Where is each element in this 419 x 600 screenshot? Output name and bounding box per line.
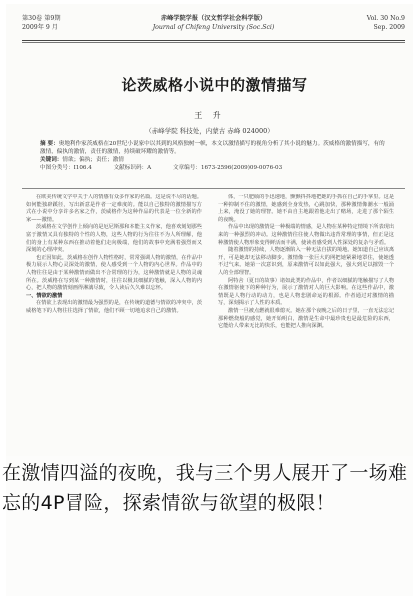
body-paragraph: 随着激情的持续，人物逐渐陷入一种无法自拔的境地。她知道自己应该离开，可是她却无法移动脚步。激情像一张巨大的网把她紧紧地罩住，使她透不过气来。她第一次意识到，原来激情可以如此强大，强大到足以摧毁一个人的全部理智。 xyxy=(218,247,394,276)
document-code: 文献标识码：A xyxy=(113,165,152,171)
abstract-text: 摘 要：奥地利作家茨威格在20世纪小说家中以其到的风格独树一帜，本文以激情描写的视角分析了其小说的魅力。茨威格的激情描写，有的激情，偏执的激情，责任的激情，持续破坏耀的激情等。 xyxy=(40,141,385,155)
abstract-block xyxy=(40,140,389,172)
article-number: 文章编号：1673-2596(2009)09-0076-03 xyxy=(172,165,283,171)
header-rule-thin xyxy=(22,42,405,43)
section-heading: 一、情欲的激情 xyxy=(26,292,63,299)
body-paragraph: 阿特舍（夏日的故事）诸如此类的作品中，作者以细腻的笔触描写了人物在激情驱使下的种种行为，展示了激情对人的巨大影响。在这些作品中，激情既是人物行动的动力，也是人物悲剧命运的根源。作者通过对激情的描写，深刻揭示了人性的本质。 xyxy=(218,277,394,307)
abstract-separator xyxy=(22,188,405,189)
article-author: 王 升 xyxy=(194,111,225,120)
article-title: 论茨威格小说中的激情描写 xyxy=(121,76,308,94)
body-paragraph: 体，一只肥硕的手迅速地，颤颤抖抖地把她的手抓在自己的手掌里。这是一种抑制不住的激情，她感到全身发热，心跳加快，那种激情像潮水一般涌上来，淹没了她的理智。她不由自主地跟着他走出了赌场，走进了那个陌生的夜晚。 xyxy=(218,194,394,223)
volume-issue-en: Vol. 30 No.9 Sep. 2009 xyxy=(366,15,405,31)
classification-row xyxy=(40,164,389,172)
keywords: 关键词：情欲；偏执；责任；激情 xyxy=(40,157,124,163)
body-paragraph: 作品中出现的激情是一种极端的情感，是人物在某种特定情境下所表现出来的一种强烈的冲动。这种激情往往使人物做出违背常理的事情，但正是这种激情使人物形象变得鲜活而丰满，使读者感受到人性深处的复杂与矛盾。 xyxy=(218,224,394,246)
volume-issue: 第30卷 第9期 2009年 9 月 xyxy=(22,15,61,31)
author-affiliation: （赤峰学院 科技处，内蒙古 赤峰 024000） xyxy=(145,127,274,135)
journal-name: 赤峰学院学报（汉文哲学社会科学版） Journal of Chifeng University (Soc.Sci) xyxy=(152,15,275,31)
body-paragraph: 在情欲上表现出的激情最为强烈的是，在传统的道德与情欲的冲突中，茨威格笔下的人物往往选择了情欲，他们不顾一切地追求自己的激情。 xyxy=(26,300,202,314)
body-paragraph: 也正因如此，茨威格在创作人物性格时，常常强调人物的激情，在作品中极力展示人物心灵深处的激情，使人感受到一个人物的内心世界。作品中的人物往往是由于某种激情而做出不合常理的行为，这种激情就是人物的灵魂所在。茨威格在写到某一种激情时，往往以极其细腻的笔触，深入人物的内心，把人物的激情刻画得淋漓尽致，令人读后久久难以忘怀。 xyxy=(26,254,202,292)
body-paragraph: 茨威格在文学创作上倾向的是厄尼斯那和本能主义作家，他喜欢刻划那些富于激情又具有独特的个性的人物，这些人物的行为往往不为人所理解，他们的身上有某种东西在推动着他们走向极端，他们的故事中充满着强烈而又深刻的心理冲突。 xyxy=(26,224,202,254)
header-rule xyxy=(22,40,405,41)
clc-number: 中图分类号：I106.4 xyxy=(40,165,92,171)
body-paragraph: 激情一旦被点燃就很难熄灭。她在那个夜晚之后的日子里，一直无法忘记那种燃烧般的感觉，她开始明白，激情是生命中最珍贵也是最危险的东西，它能给人带来无比的快乐，也能把人推向深渊。 xyxy=(218,307,394,330)
body-paragraph: 在欧美传统文学中关于人的情感有众多作家的名篇。这是说不尽的话题。如何能独辟蹊径，写出新意是作者一定难度的。能以自己独特的激情描写方式在小说中分享许多名家之作，茨威格作为这种作品的代表是一位全新的作家——激情。 xyxy=(26,194,202,223)
overlay-caption: 在激情四溢的夜晚，我与三个男人展开了一场难忘的4P冒险，探索情欲与欲望的极限！ xyxy=(2,462,408,514)
